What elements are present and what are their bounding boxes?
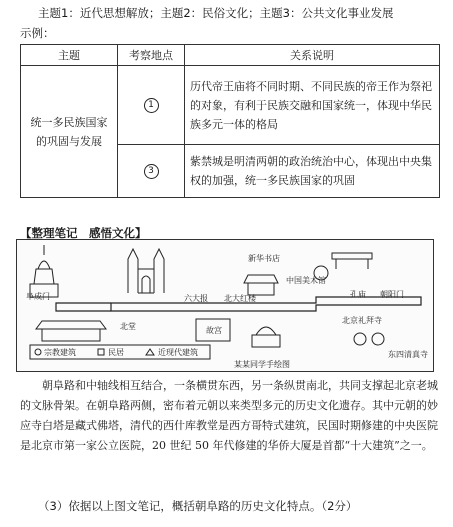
site-number: 3 bbox=[144, 164, 159, 179]
map-signature: 某某同学手绘图 bbox=[234, 360, 290, 369]
label-jiaotang: 北堂 bbox=[120, 322, 136, 331]
desc-cell: 紫禁城是明清两朝的政治统治中心，体现出中央集权的加强，统一多民族国家的巩固 bbox=[185, 145, 440, 198]
legend-residence: 民居 bbox=[108, 348, 124, 357]
body-paragraph: 朝阜路和中轴线相互结合，一条横贯东西，另一条纵贯南北，共同支撑起北京老城的文脉骨架。在朝阜路两侧，密布着元朝以来类型多元的历史文化遗存。其中元朝的妙应寺白塔是藏式佛塔，清代的西什库教堂是西方哥特式建筑，民国时期修建的中央医院是北京市第一家公立医院，20 世纪 50 年代修建的华侨大厦是首都“十大建筑”之一。 bbox=[20, 379, 438, 452]
site-cell bbox=[118, 145, 185, 198]
relation-table bbox=[20, 44, 440, 198]
theme-cell: 统一多民族国家的巩固与发展 bbox=[21, 66, 118, 198]
header-theme: 主题 bbox=[21, 45, 118, 66]
label-guozijian: 东四清真寺 bbox=[388, 350, 428, 359]
label-bookstore: 新华书店 bbox=[248, 254, 280, 263]
header-desc: 关系说明 bbox=[185, 45, 440, 66]
hand-drawn-map bbox=[16, 239, 434, 372]
example-label: 示例： bbox=[20, 26, 55, 40]
label-art-museum: 中国美术馆 bbox=[286, 276, 326, 285]
label-baitasi: 阜成门 bbox=[26, 292, 50, 301]
header-site: 考察地点 bbox=[118, 45, 185, 66]
desc-cell: 历代帝王庙将不同时期、不同民族的帝王作为祭祀的对象，有利于民族交融和国家统一，体现中华民族多元一体的格局 bbox=[185, 66, 440, 145]
label-chaoyangmen: 朝阳门 bbox=[380, 290, 404, 299]
label-liulichang: 六大报 bbox=[184, 294, 208, 303]
table-row bbox=[21, 66, 440, 145]
section-title: 【整理笔记 感悟文化】 bbox=[20, 226, 147, 240]
label-wangfujing: 北京礼拜寺 bbox=[342, 316, 382, 325]
legend-modern: 近现代建筑 bbox=[158, 348, 198, 357]
label-old-temple: 孔庙 bbox=[350, 290, 366, 299]
site-cell bbox=[118, 66, 185, 145]
question-text: （3）依据以上图文笔记，概括朝阜路的历史文化特点。（2分） bbox=[38, 499, 358, 513]
topics-line: 主题1：近代思想解放；主题2：民俗文化；主题3：公共文化事业发展 bbox=[38, 6, 394, 20]
table-header-row bbox=[21, 45, 440, 66]
label-beida: 北大红楼 bbox=[224, 294, 256, 303]
site-number: 1 bbox=[144, 98, 159, 113]
label-gugong: 故宫 bbox=[206, 326, 222, 335]
legend-religious: 宗教建筑 bbox=[44, 348, 76, 357]
